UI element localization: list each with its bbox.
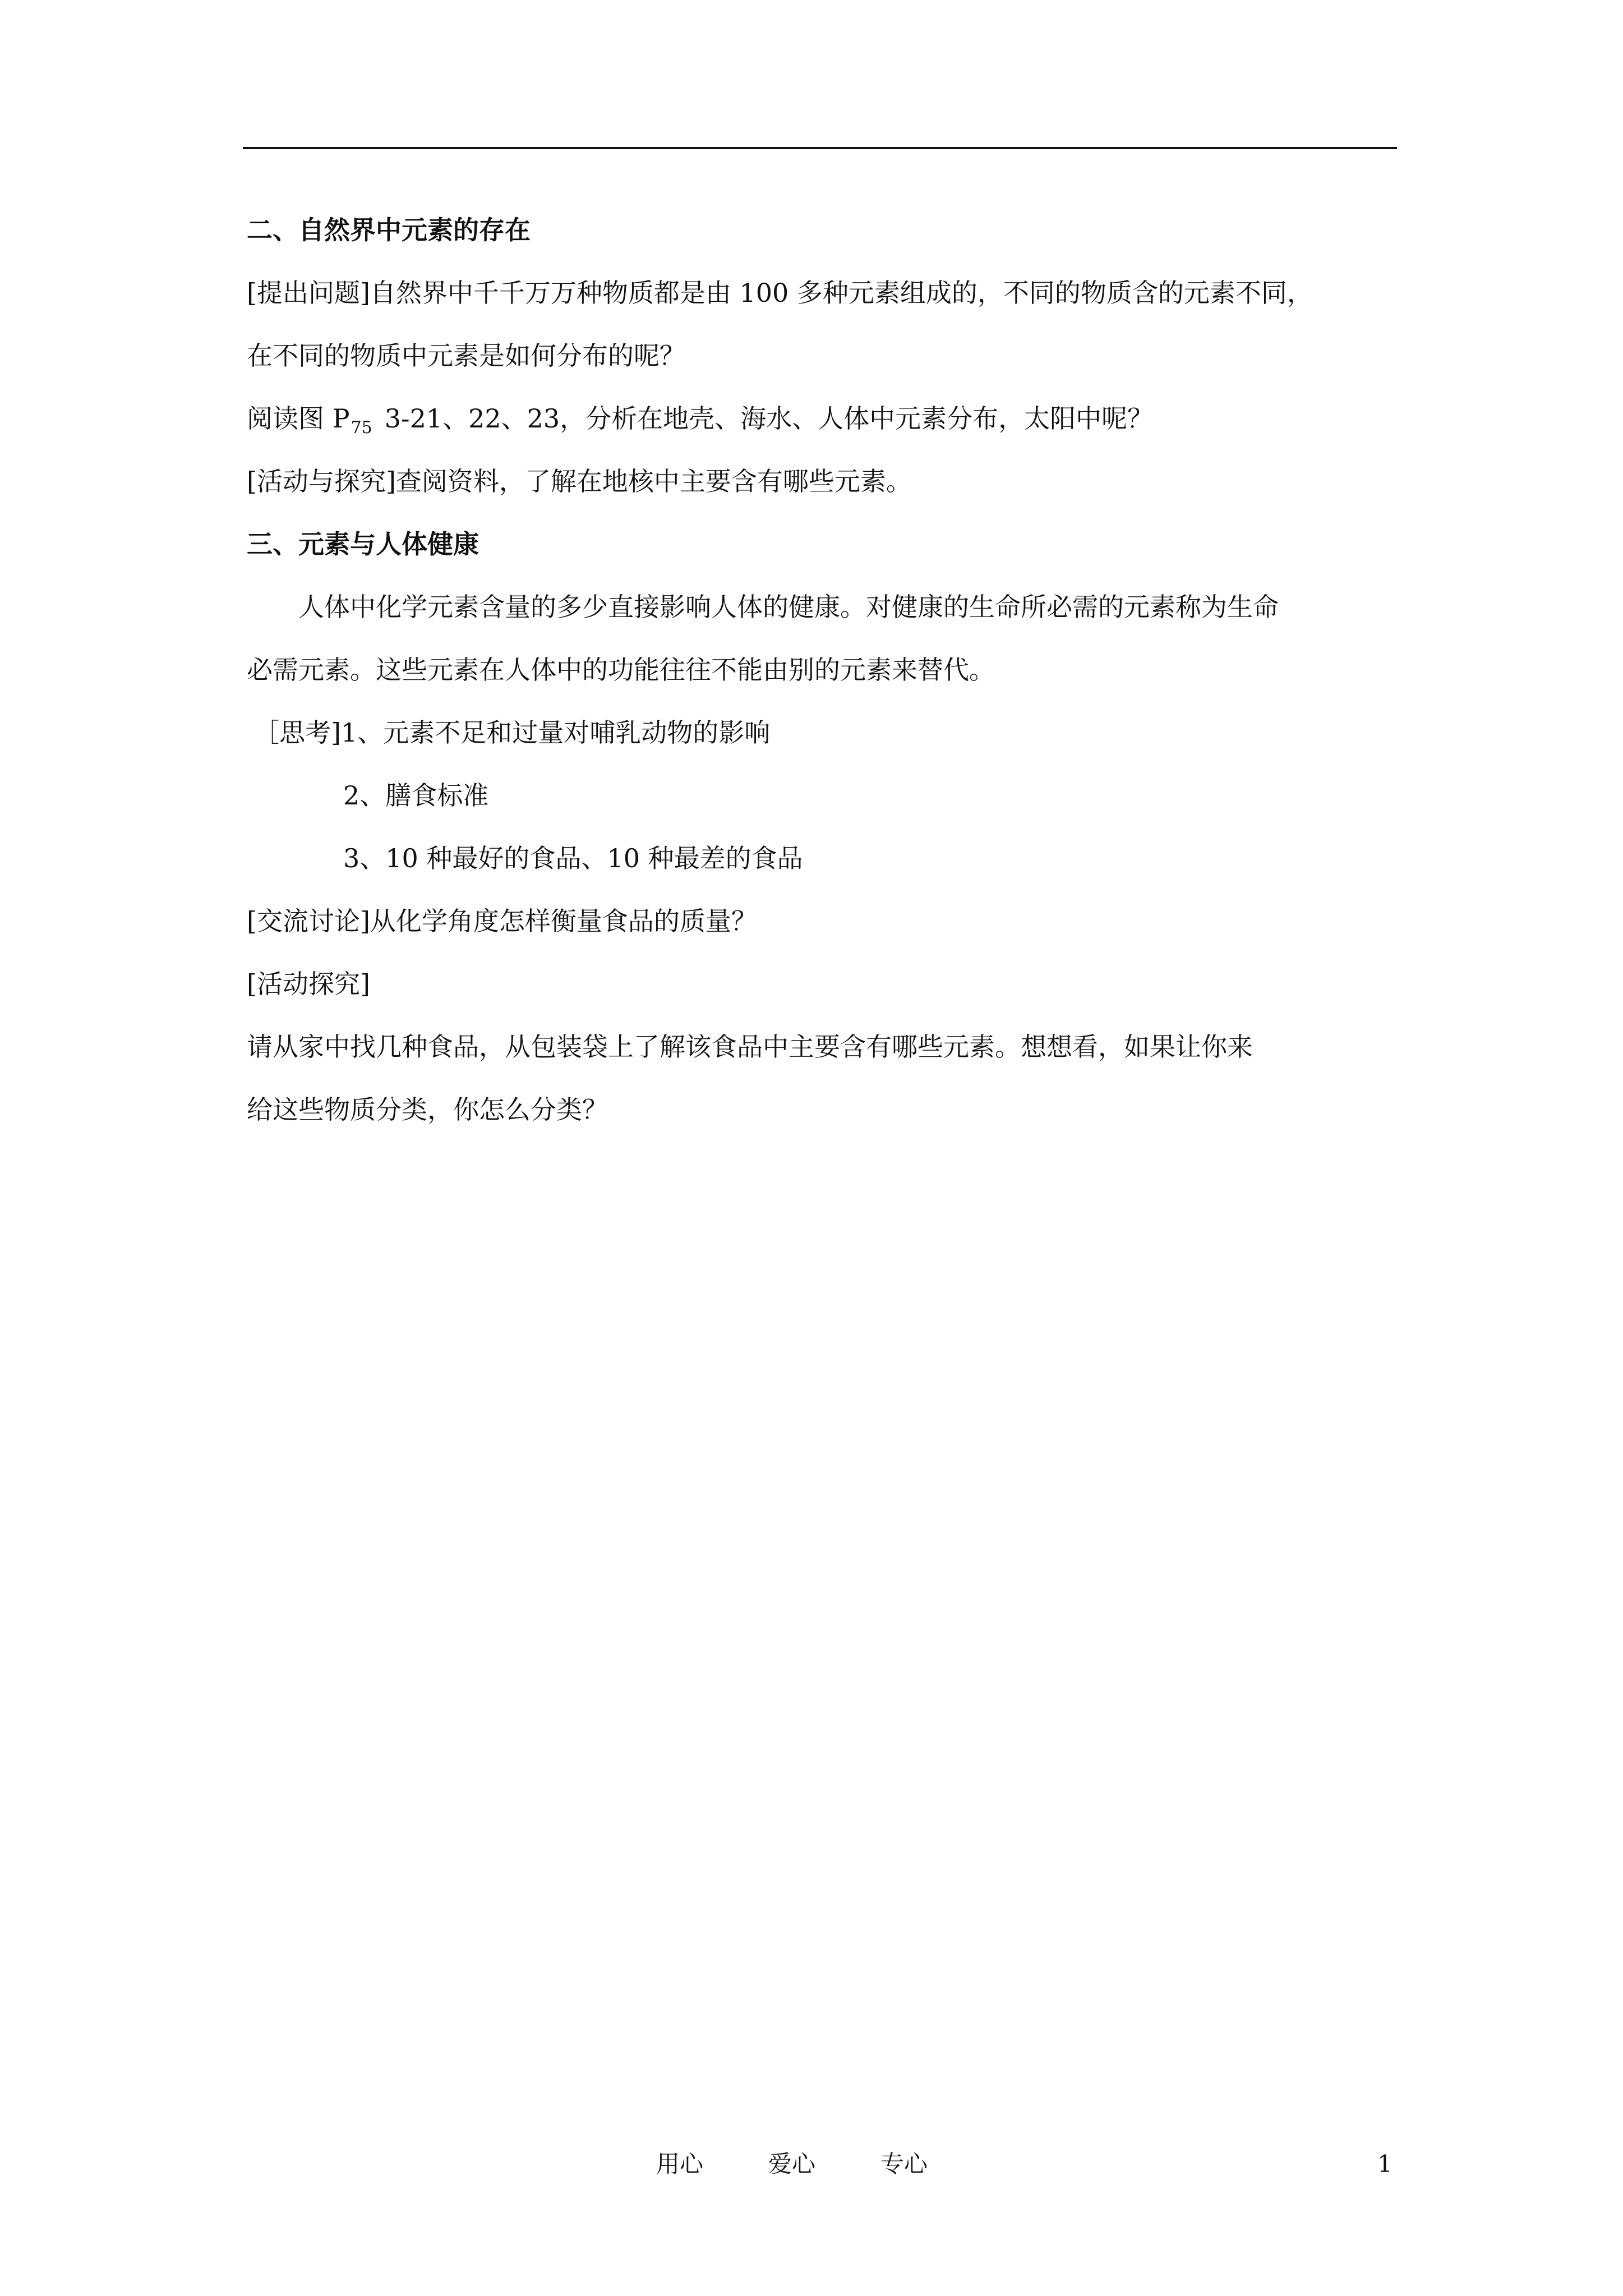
header-rule xyxy=(243,147,1397,149)
reading-line xyxy=(247,402,1153,445)
reading-prefix: 阅读图 P xyxy=(247,403,350,434)
think-item-2: 2、膳食标准 xyxy=(343,780,489,811)
footer-right: 专心 xyxy=(880,2150,928,2178)
section2-title: 二、自然界中元素的存在 xyxy=(247,215,531,245)
discussion-line: [交流讨论]从化学角度怎样衡量食品的质量？ xyxy=(247,906,757,936)
reading-rest: 3-21、22、23，分析在地壳、海水、人体中元素分布，太阳中呢？ xyxy=(384,403,1154,434)
paragraph-line-1: 人体中化学元素含量的多少直接影响人体的健康。对健康的生命所必需的元素称为生命 xyxy=(298,592,1279,622)
footer-middle: 爱心 xyxy=(768,2150,816,2178)
explore-line-2: 给这些物质分类，你怎么分类？ xyxy=(247,1094,608,1125)
explore-line-1: 请从家中找几种食品，从包装袋上了解该食品中主要含有哪些元素。想想看，如果让你来 xyxy=(247,1032,1253,1062)
page-number: 1 xyxy=(1377,2150,1393,2178)
paragraph-line-2: 必需元素。这些元素在人体中的功能往往不能由别的元素来替代。 xyxy=(247,655,995,685)
footer-left: 用心 xyxy=(656,2150,704,2178)
question-line-1: [提出问题]自然界中千千万万种物质都是由 100 多种元素组成的，不同的物质含的元素不同， xyxy=(247,278,1313,308)
question-line-2: 在不同的物质中元素是如何分布的呢？ xyxy=(247,341,685,371)
think-item-3: 3、10 种最好的食品、10 种最差的食品 xyxy=(343,843,803,873)
section3-title: 三、元素与人体健康 xyxy=(247,529,479,559)
think-item-1: ［思考]1、元素不足和过量对哺乳动物的影响 xyxy=(253,717,771,748)
activity-line: [活动与探究]查阅资料，了解在地核中主要含有哪些元素。 xyxy=(247,466,912,496)
reading-page-subscript: 75 xyxy=(351,418,372,438)
explore-label: [活动探究] xyxy=(247,969,370,999)
